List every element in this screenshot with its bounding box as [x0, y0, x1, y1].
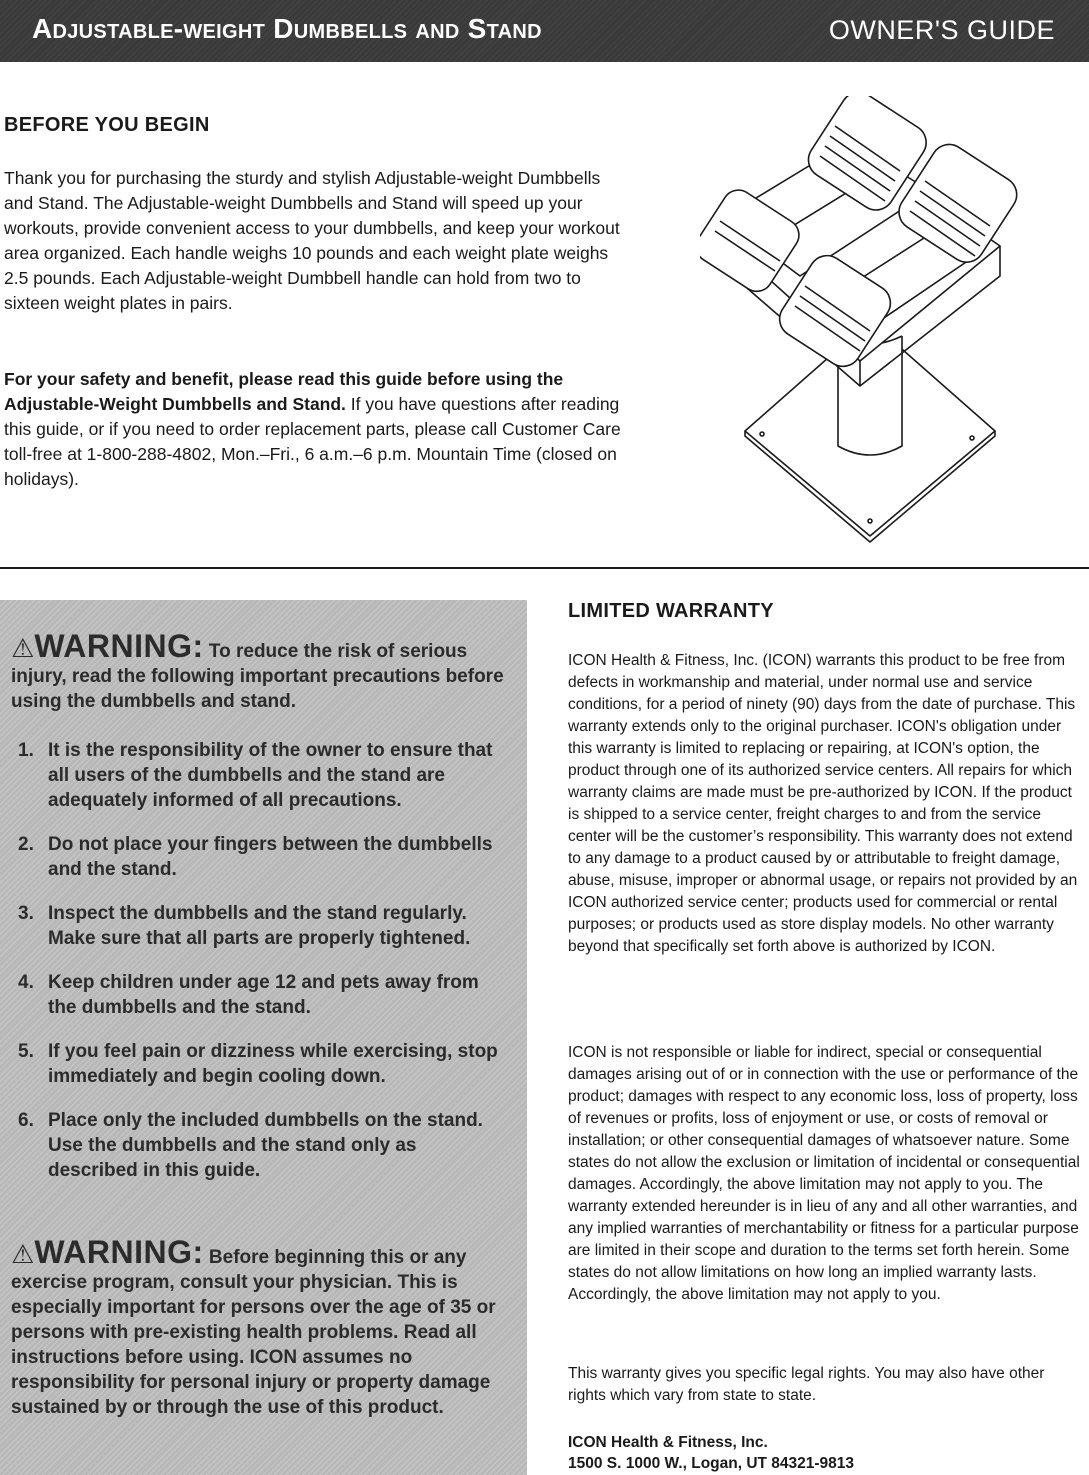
warning-triangle-icon: ⚠ [11, 1239, 35, 1269]
company-info [568, 1432, 1083, 1474]
list-item [18, 901, 508, 951]
list-item [18, 970, 508, 1020]
warning-label: WARNING: [34, 1234, 204, 1270]
safety-bold-text: For your safety and benefit, please read this guide before using the Adjustable-Weight Dumbbells and Stand. [4, 369, 564, 414]
owners-guide-label: OWNER'S GUIDE [828, 15, 1055, 45]
company-address: 1500 S. 1000 W., Logan, UT 84321-9813 [568, 1455, 855, 1472]
page-header [0, 0, 1089, 62]
list-item [18, 738, 508, 813]
item-text: Do not place your fingers between the dumbbells and the stand. [48, 834, 493, 880]
intro-paragraph: Thank you for purchasing the sturdy and stylish Adjustable-weight Dumbbells and Stand. The Adjustable-weight Dumbbells and Stand will speed up your workouts, provide convenient access to your dumbbells, and keep your workout area organized. Each handle weighs 10 pounds and each weight plate weighs 2.5 pounds. Each Adjustable-weight Dumbbell handle can hold from two to sixteen weight plates in pairs. [4, 168, 620, 313]
warranty-paragraph-1: ICON Health & Fitness, Inc. (ICON) warrants this product to be free from defects in workmanship and material, under normal use and service conditions, for a period of ninety (90) days from the date of purchase. This warranty extends only to the original purchaser. ICON's obligation under this warranty is limited to replacing or repairing, at ICON's option, the product through one of its authorized service centers. All repairs for which warranty claims are made must be pre-authorized by ICON. If the product is shipped to a service center, freight charges to and from the service center will be the customer’s responsibility. This warranty does not extend to any damage to a product caused by or attributable to freight damage, abuse, misuse, improper or abnormal usage, or repairs not provided by an ICON authorized service center; products used for commercial or rental purposes; or products used as store display models. No other warranty beyond that specifically set forth above is authorized by ICON. [568, 652, 1078, 955]
warranty-paragraph-2: ICON is not responsible or liable for indirect, special or consequential damages arising out of or in connection with the use or performance of the product; damages with respect to any economic loss, loss of property, loss of revenues or profits, loss of enjoyment or use, or costs of removal or installation; or other consequential damages of whatsoever nature. Some states do not allow the exclusion or limitation of incidental or consequential damages. Accordingly, the above limitation may not apply to you. The warranty extended hereunder is in lieu of any and all other warranties, and any implied warranties of merchantability or fitness for a particular purpose are limited in their scope and duration to the terms set forth herein. Some states do not allow limitations on how long an implied warranty lasts. Accordingly, the above limitation may not apply to you. [568, 1044, 1080, 1303]
list-item [18, 832, 508, 882]
dumbbells-stand-illustration [700, 96, 1020, 546]
item-text: It is the responsibility of the owner to ensure that all users of the dumbbells and the stand are adequately informed of all precautions. [48, 740, 493, 811]
warning-physician [11, 1234, 511, 1420]
warranty-paragraph-3: This warranty gives you specific legal rights. You may also have other rights which vary from state to state. [568, 1365, 1045, 1404]
item-text: Keep children under age 12 and pets away from the dumbbells and the stand. [48, 972, 479, 1018]
item-number: 5. [18, 1041, 34, 1062]
warning-label: WARNING: [34, 628, 204, 664]
item-number: 3. [18, 903, 34, 924]
item-number: 6. [18, 1110, 34, 1131]
safety-contact-text: If you have questions after reading this guide, or if you need to order replacement parts, please call Customer Care toll-free at 1-800-288-4802, Mon.–Fri., 6 a.m.–6 p.m. Mountain Time (closed on holidays). [4, 394, 621, 489]
company-name: ICON Health & Fitness, Inc. [568, 1434, 768, 1451]
item-number: 2. [18, 834, 34, 855]
list-item [18, 1039, 508, 1089]
section-divider [0, 567, 1089, 569]
item-text: Place only the included dumbbells on the stand. Use the dumbbells and the stand only as described in this guide. [48, 1110, 483, 1181]
safety-paragraph [4, 367, 629, 492]
warning-intro [11, 628, 511, 714]
document-title: Adjustable-weight Dumbbells and Stand [32, 13, 542, 44]
list-item [18, 1108, 508, 1183]
before-you-begin-heading: BEFORE YOU BEGIN [4, 114, 210, 136]
limited-warranty-heading: LIMITED WARRANTY [568, 600, 774, 622]
item-text: Inspect the dumbbells and the stand regularly. Make sure that all parts are properly tightened. [48, 903, 471, 949]
warning-intro-text: To reduce the risk of serious injury, read the following important precautions before using the dumbbells and stand. [11, 641, 504, 712]
warning-triangle-icon: ⚠ [11, 633, 35, 663]
item-number: 1. [18, 740, 34, 761]
item-number: 4. [18, 972, 34, 993]
precautions-list [18, 738, 508, 1202]
item-text: If you feel pain or dizziness while exercising, stop immediately and begin cooling down. [48, 1041, 498, 1087]
warning-physician-text: Before beginning this or any exercise program, consult your physician. This is especially important for persons over the age of 35 or persons with pre-existing health problems. Read all instructions before using. ICON assumes no responsibility for personal injury or property damage sustained by or through the use of this product. [11, 1247, 496, 1418]
